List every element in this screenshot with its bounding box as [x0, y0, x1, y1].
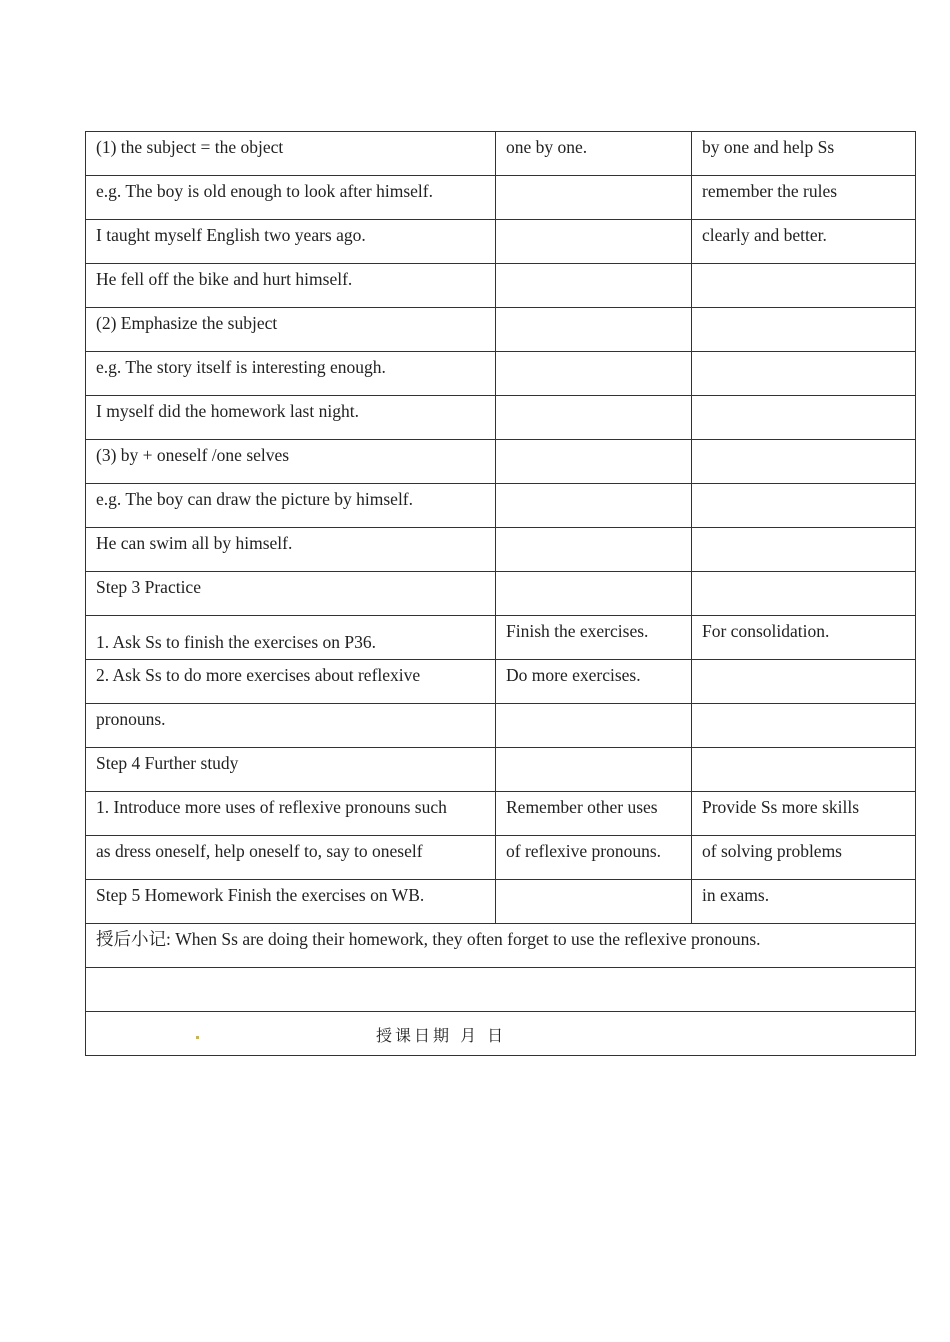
table-row	[86, 176, 916, 220]
date-cell	[86, 1012, 916, 1056]
purpose-cell: Provide Ss more skills	[692, 792, 916, 836]
purpose-cell	[692, 704, 916, 748]
table-row	[86, 264, 916, 308]
purpose-cell	[692, 660, 916, 704]
student-activity-cell: Do more exercises.	[496, 660, 692, 704]
student-activity-cell	[496, 880, 692, 924]
blank-cell	[86, 968, 916, 1012]
reflection-note: 授后小记: When Ss are doing their homework, they often forget to use the reflexive pronouns.	[96, 929, 761, 949]
purpose-cell: clearly and better.	[692, 220, 916, 264]
purpose-cell: in exams.	[692, 880, 916, 924]
content-cell: e.g. The story itself is interesting enough.	[86, 352, 496, 396]
content-cell: (2) Emphasize the subject	[86, 308, 496, 352]
student-activity-cell	[496, 440, 692, 484]
student-activity-cell	[496, 264, 692, 308]
table-row	[86, 308, 916, 352]
purpose-cell	[692, 748, 916, 792]
purpose-cell	[692, 264, 916, 308]
table-row	[86, 792, 916, 836]
content-cell: Step 4 Further study	[86, 748, 496, 792]
purpose-cell	[692, 308, 916, 352]
ink-dot	[196, 1036, 199, 1039]
table-row	[86, 440, 916, 484]
content-cell: I myself did the homework last night.	[86, 396, 496, 440]
content-cell: He fell off the bike and hurt himself.	[86, 264, 496, 308]
blank-row	[86, 968, 916, 1012]
reflection-note-cell	[86, 924, 916, 968]
content-cell: I taught myself English two years ago.	[86, 220, 496, 264]
table-row	[86, 528, 916, 572]
content-cell: 2. Ask Ss to do more exercises about reflexive	[86, 660, 496, 704]
content-cell: Step 5 Homework Finish the exercises on WB.	[86, 880, 496, 924]
student-activity-cell	[496, 748, 692, 792]
purpose-cell: of solving problems	[692, 836, 916, 880]
table-row	[86, 748, 916, 792]
purpose-cell: For consolidation.	[692, 616, 916, 660]
purpose-cell	[692, 440, 916, 484]
table-row	[86, 572, 916, 616]
table-row	[86, 836, 916, 880]
student-activity-cell	[496, 176, 692, 220]
content-cell: 1. Ask Ss to finish the exercises on P36.	[86, 616, 496, 660]
table-row	[86, 616, 916, 660]
student-activity-cell	[496, 484, 692, 528]
table-row	[86, 484, 916, 528]
student-activity-cell	[496, 396, 692, 440]
purpose-cell	[692, 572, 916, 616]
reflection-row	[86, 924, 916, 968]
purpose-cell	[692, 484, 916, 528]
purpose-cell: remember the rules	[692, 176, 916, 220]
table-row	[86, 352, 916, 396]
teaching-date-label: 授课日期 月 日	[376, 1026, 507, 1045]
purpose-cell	[692, 396, 916, 440]
content-cell: He can swim all by himself.	[86, 528, 496, 572]
student-activity-cell: one by one.	[496, 132, 692, 176]
lesson-plan-table	[85, 131, 916, 1056]
content-cell: 1. Introduce more uses of reflexive pronouns such	[86, 792, 496, 836]
student-activity-cell	[496, 704, 692, 748]
student-activity-cell	[496, 572, 692, 616]
purpose-cell	[692, 528, 916, 572]
table-row	[86, 396, 916, 440]
student-activity-cell	[496, 220, 692, 264]
content-cell: (1) the subject = the object	[86, 132, 496, 176]
table-row	[86, 660, 916, 704]
table-row	[86, 132, 916, 176]
content-cell: e.g. The boy is old enough to look after himself.	[86, 176, 496, 220]
student-activity-cell: of reflexive pronouns.	[496, 836, 692, 880]
content-cell: (3) by + oneself /one selves	[86, 440, 496, 484]
student-activity-cell	[496, 352, 692, 396]
table-row	[86, 704, 916, 748]
purpose-cell: by one and help Ss	[692, 132, 916, 176]
content-cell: e.g. The boy can draw the picture by himself.	[86, 484, 496, 528]
content-cell: Step 3 Practice	[86, 572, 496, 616]
content-cell: pronouns.	[86, 704, 496, 748]
student-activity-cell	[496, 308, 692, 352]
table-row	[86, 220, 916, 264]
date-row	[86, 1012, 916, 1056]
content-cell: as dress oneself, help oneself to, say to oneself	[86, 836, 496, 880]
purpose-cell	[692, 352, 916, 396]
student-activity-cell	[496, 528, 692, 572]
student-activity-cell: Finish the exercises.	[496, 616, 692, 660]
student-activity-cell: Remember other uses	[496, 792, 692, 836]
table-row	[86, 880, 916, 924]
